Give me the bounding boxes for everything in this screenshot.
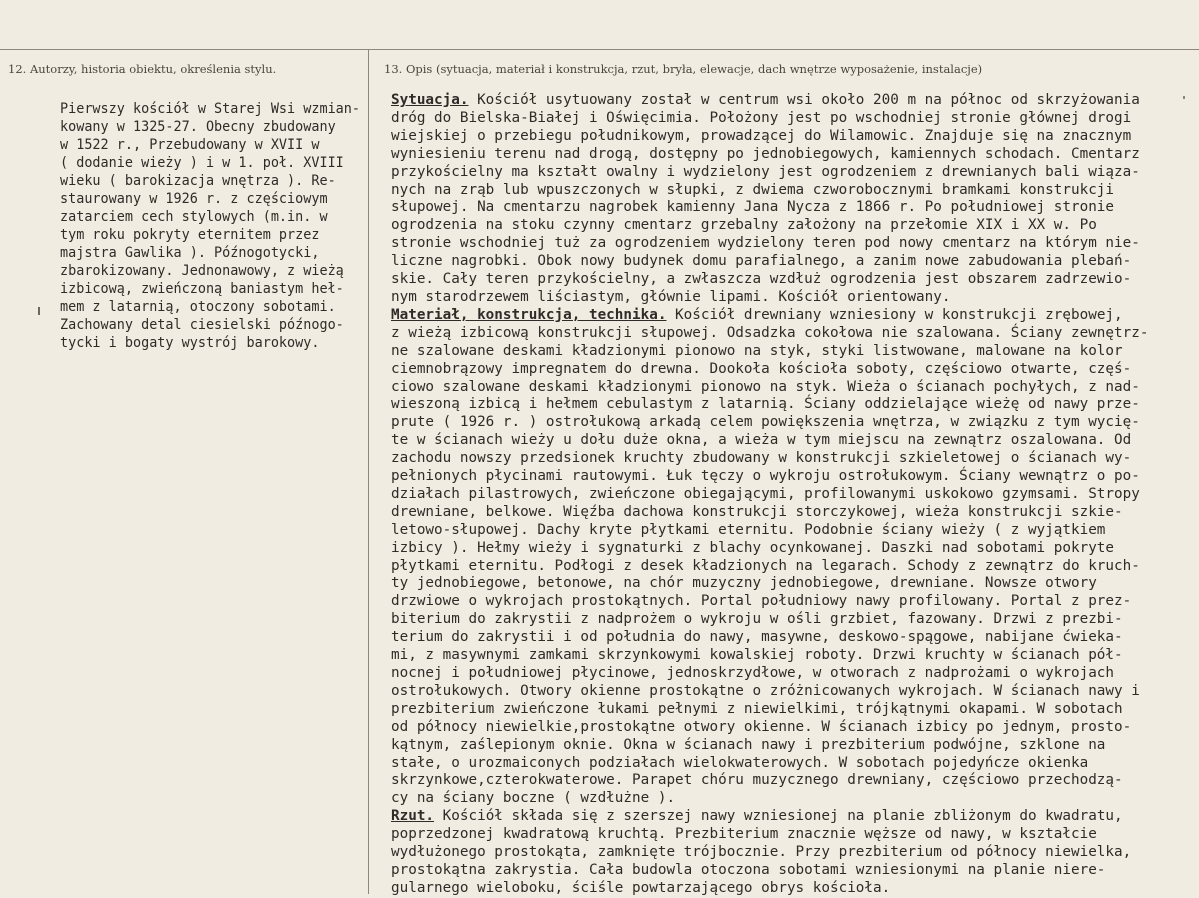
description-text: wydłużonego prostokąta, zamknięte trójbocznie. Przy prezbiterium od północy niewielka, <box>391 844 1132 861</box>
description-text: izbicy ). Hełmy wieży i sygnaturki z blachy ocynkowanej. Daszki nad sobotami pokryte <box>391 539 1115 556</box>
description-line <box>391 862 1148 880</box>
form-top-rule <box>0 49 1199 50</box>
history-text-block <box>60 100 360 352</box>
description-text: prute ( 1926 r. ) ostrołukową arkadą celem powiększenia wnętrza, w związku z tym wycię- <box>391 414 1140 431</box>
description-line <box>391 755 1148 773</box>
description-text: płytkami eternitu. Podłogi z desek kładzionych na legarach. Schody z zewnątrz do kruch- <box>391 557 1140 574</box>
description-line <box>391 379 1148 397</box>
description-text: ty jednobiegowe, betonowe, na chór muzyczny jednobiegowe, drewniane. Nowsze otwory <box>391 575 1097 592</box>
description-text-block <box>391 92 1148 898</box>
description-line <box>391 325 1148 343</box>
description-text: poprzedzonej kwadratową kruchtą. Prezbiterium znacznie węższe od nawy, w kształcie <box>391 826 1097 843</box>
description-text: Kościół usytuowany został w centrum wsi około 200 m na północ od skrzyżowania <box>468 92 1140 108</box>
description-text: wiejskiej o przebiegu południkowym, prowadzącej do Wilamowic. Znajduje się na znacznym <box>391 127 1132 144</box>
description-text: liczne nagrobki. Obok nowy budynek domu parafialnego, a zanim nowe zabudowania plebań- <box>391 253 1132 270</box>
description-text: ostrołukowych. Otwory okienne prostokątne o zróżnicowanych wykrojach. W ścianach nawy i <box>391 682 1140 699</box>
description-line <box>391 486 1148 504</box>
description-text: terium do zakrystii i od południa do nawy, masywne, deskowo-spągowe, nabijane ćwieka- <box>391 629 1123 646</box>
description-text: wyniesieniu terenu nad drogą, dostępny po jednobiegowych, kamiennych schodach. Cmentarz <box>391 145 1140 162</box>
description-line <box>391 719 1148 737</box>
description-line <box>391 217 1148 235</box>
history-line: Zachowany detal ciesielski późnogo- <box>60 317 344 333</box>
description-line <box>391 182 1148 200</box>
description-text: nocnej i południowej płycinowe, jednoskrzydłowe, w otworach z nadprożami o wykrojach <box>391 665 1115 681</box>
history-line: zatarciem cech stylowych (m.in. w <box>60 209 328 225</box>
description-text: gularnego wieloboku, ściśle powtarzającego obrys kościoła. <box>391 879 891 896</box>
description-text: przykościelny ma kształt owalny i wydzielony jest ogrodzeniem z drewnianych bali wiąza- <box>391 163 1140 180</box>
description-line <box>391 307 1148 325</box>
description-text: drzwiowe o wykrojach prostokątnych. Portal południowy nawy profilowany. Portal z prez- <box>391 593 1132 610</box>
description-line <box>391 450 1148 468</box>
description-text: stronie wschodniej tuż za ogrodzeniem wydzielony teren pod nowy cmentarz na którym nie- <box>391 235 1140 252</box>
description-line <box>391 701 1148 719</box>
field-13-header: 13. Opis (sytuacja, materiał i konstrukcja, rzut, bryła, elewacje, dach wnętrze wyposażenie, instalacje) <box>384 62 983 76</box>
description-line <box>391 611 1148 629</box>
history-line: wieku ( barokizacja wnętrza ). Re- <box>60 173 336 189</box>
history-line: mem z latarnią, otoczony sobotami. <box>60 299 336 315</box>
description-line <box>391 128 1148 146</box>
description-line <box>391 414 1148 432</box>
description-line <box>391 92 1148 110</box>
description-line <box>391 808 1148 826</box>
history-line: kowany w 1325-27. Obecny zbudowany <box>60 119 336 135</box>
description-text: pełnionych płycinami rautowymi. Łuk tęczy o wykroju ostrołukowym. Ściany wewnątrz o po- <box>391 468 1140 485</box>
description-line <box>391 396 1148 414</box>
description-text: Kościół składa się z szerszej nawy wzniesionej na planie zbliżonym do kwadratu, <box>434 808 1123 825</box>
description-text: od północy niewielkie,prostokątne otwory okienne. W ścianach izbicy po jednym, prosto- <box>391 718 1132 735</box>
description-text: drewniane, belkowe. Więźba dachowa konstrukcji storczykowej, wieża konstrukcji szkie- <box>391 503 1123 520</box>
description-text: te w ścianach wieży u dołu duże okna, a wieża w tym miejscu na zewnątrz oszalowana. Od <box>391 432 1132 449</box>
history-line: Pierwszy kościół w Starej Wsi wzmian- <box>60 101 361 117</box>
description-line <box>391 593 1148 611</box>
description-line <box>391 737 1148 755</box>
description-text: wieszoną izbicą i hełmem cebulastym z latarnią. Ściany oddzielające wieżę od nawy prze- <box>391 396 1140 413</box>
description-text: Kościół drewniany wzniesiony w konstrukcji zrębowej, <box>666 306 1123 323</box>
description-line <box>391 558 1148 576</box>
description-line <box>391 665 1148 683</box>
description-text: mi, z masywnymi zamkami skrzynkowymi kowalskiej roboty. Drzwi kruchty w ścianach pół- <box>391 647 1123 664</box>
description-line <box>391 772 1148 790</box>
history-line: w 1522 r., Przebudowany w XVII w <box>60 137 320 153</box>
description-line <box>391 575 1148 593</box>
description-text: prezbiterium zwieńczone łukami pełnymi z niewielkimi, trójkątnymi okapami. W sobotach <box>391 700 1123 717</box>
description-line <box>391 199 1148 217</box>
field-12-header: 12. Autorzy, historia obiektu, określenia stylu. <box>8 62 277 76</box>
section-heading: Rzut. <box>391 808 435 825</box>
section-heading: Materiał, konstrukcja, technika. <box>391 306 667 323</box>
description-text: nych na zrąb lub wpuszczonych w słupki, z dwiema czworobocznymi bramkami konstrukcji <box>391 181 1115 198</box>
description-line <box>391 790 1148 808</box>
description-line <box>391 432 1148 450</box>
history-line: tym roku pokryty eternitem przez <box>60 227 320 243</box>
description-text: nym starodrzewem liściastym, głównie lipami. Kościół orientowany. <box>391 288 951 305</box>
description-line <box>391 504 1148 522</box>
description-text: skrzynkowe,czterokwaterowe. Parapet chóru muzycznego drewniany, częściowo przechodzą- <box>391 772 1123 789</box>
description-line <box>391 880 1148 898</box>
description-text: ne szalowane deskami kładzionymi pionowo na styk, styki listwowane, malowane na kolor <box>391 342 1123 359</box>
history-line: ( dodanie wieży ) i w 1. poł. XVIII <box>60 155 344 171</box>
description-line <box>391 146 1148 164</box>
description-text: cy na ściany boczne ( wzdłużne ). <box>391 790 676 807</box>
description-line <box>391 629 1148 647</box>
description-line <box>391 826 1148 844</box>
description-line <box>391 271 1148 289</box>
description-line <box>391 343 1148 361</box>
column-divider <box>368 49 369 894</box>
description-text: dróg do Bielska-Białej i Oświęcimia. Położony jest po wschodniej stronie głównej drogi <box>391 109 1132 126</box>
description-text: działach pilastrowych, zwieńczone obiegającymi, profilowanymi uskokowo gzymsami. Stropy <box>391 485 1140 502</box>
description-line <box>391 683 1148 701</box>
description-text: stałe, o urozmaiconych podziałach wielokwaterowych. W sobotach pojedyńcze okienka <box>391 754 1089 771</box>
description-text: kątnym, zaślepionym oknie. Okna w ścianach nawy i prezbiterium podwójne, szklone na <box>391 736 1106 753</box>
history-line: tycki i bogaty wystrój barokowy. <box>60 335 320 351</box>
description-text: ogrodzenia na stoku czynny cmentarz grzebalny założony na przełomie XIX i XX w. Po <box>391 217 1097 234</box>
history-line: majstra Gawlika ). Późnogotycki, <box>60 245 320 261</box>
description-line <box>391 253 1148 271</box>
description-line <box>391 844 1148 862</box>
description-line <box>391 289 1148 307</box>
description-text: słupowej. Na cmentarzu nagrobek kamienny Jana Nycza z 1866 r. Po południowej stronie <box>391 199 1115 216</box>
description-text: zachodu nowszy przedsionek kruchty zbudowany w konstrukcji szkieletowej o ścianach wy- <box>391 450 1132 467</box>
description-line <box>391 361 1148 379</box>
description-line <box>391 647 1148 665</box>
description-line <box>391 522 1148 540</box>
description-text: z wieżą izbicową konstrukcji słupowej. Odsadzka cokołowa nie szalowana. Ściany zewnętrz- <box>391 324 1149 341</box>
description-text: prostokątna zakrystia. Cała budowla otoczona sobotami wzniesionymi na planie niere- <box>391 861 1106 878</box>
history-line: izbicową, zwieńczoną baniastym heł- <box>60 281 344 297</box>
description-line <box>391 164 1148 182</box>
margin-mark <box>38 307 40 315</box>
description-line <box>391 110 1148 128</box>
description-line <box>391 468 1148 486</box>
description-text: biterium do zakrystii z nadprożem o wykroju w ośli grzbiet, fazowany. Drzwi z prezbi- <box>391 611 1123 628</box>
history-line: zbarokizowany. Jednonawowy, z wieżą <box>60 263 344 279</box>
description-text: skie. Cały teren przykościelny, a zwłaszcza wzdłuż ogrodzenia jest obszarem zadrzewio- <box>391 271 1132 288</box>
history-line: staurowany w 1926 r. z częściowym <box>60 191 328 207</box>
description-text: ciowo szalowane deskami kładzionymi pionowo na styk. Wieża o ścianach pochyłych, z nad- <box>391 378 1140 395</box>
description-text: ciemnobrązowy impregnatem do drewna. Dookoła kościoła soboty, częściowo otwarte, częś- <box>391 360 1132 377</box>
description-line <box>391 235 1148 253</box>
section-heading: Sytuacja. <box>391 92 469 108</box>
description-line <box>391 540 1148 558</box>
description-text: letowo-słupowej. Dachy kryte płytkami eternitu. Podobnie ściany wieży ( z wyjątkiem <box>391 521 1106 538</box>
edge-mark <box>1183 96 1185 99</box>
